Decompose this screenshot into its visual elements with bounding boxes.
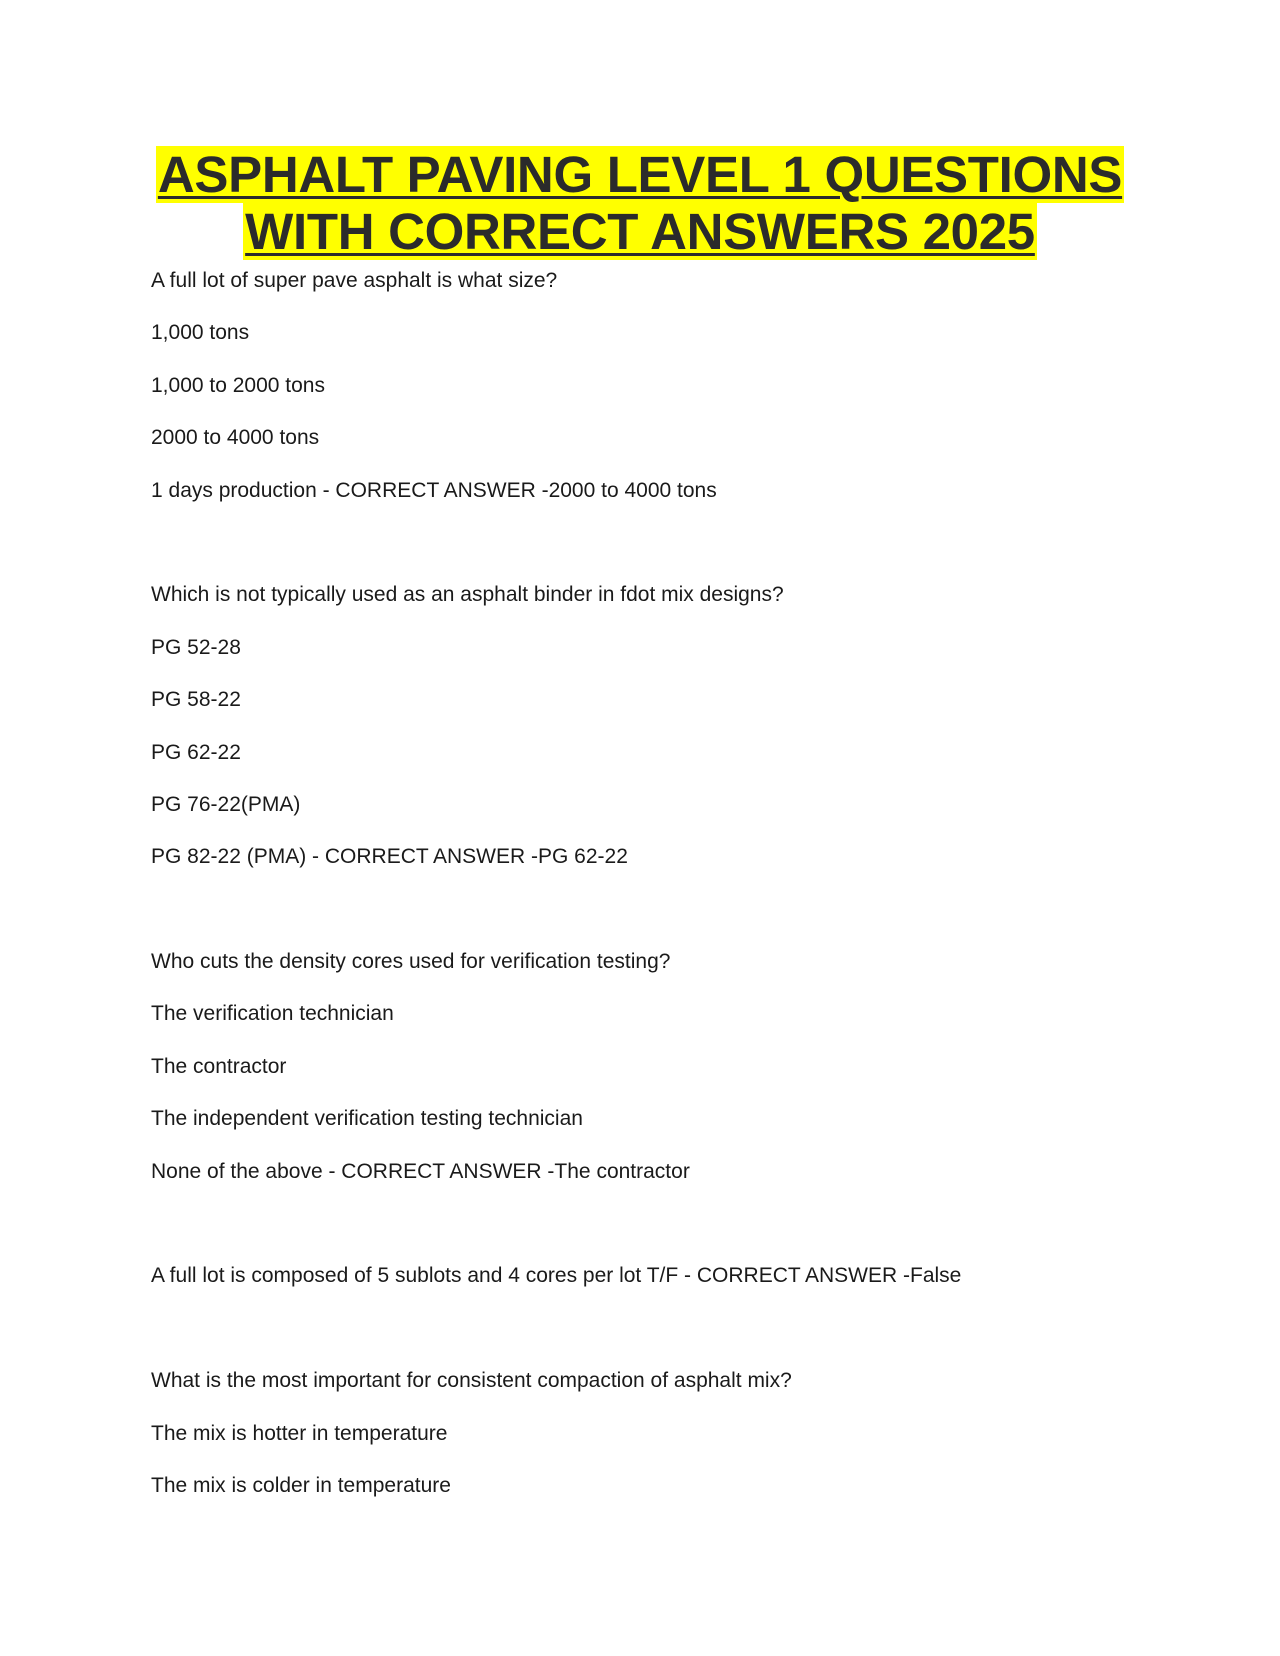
answer-option: The verification technician	[151, 1002, 394, 1026]
answer-option: 2000 to 4000 tons	[151, 426, 320, 450]
blank-line	[151, 528, 1151, 580]
title-line-2: WITH CORRECT ANSWERS 2025	[245, 203, 1035, 260]
answer-option: 1,000 tons	[151, 321, 250, 345]
question-3: Who cuts the density cores used for verification testing?	[151, 950, 671, 974]
answer-option: PG 62-22	[151, 740, 241, 764]
answer-option: PG 76-22(PMA)	[151, 792, 301, 816]
answer-option: 1,000 to 2000 tons	[151, 373, 325, 397]
answer-option-with-correct-answer: 1 days production - CORRECT ANSWER -2000 to 4000 tons	[151, 478, 717, 502]
answer-option: The mix is hotter in temperature	[151, 1421, 448, 1445]
answer-option: The independent verification testing technician	[151, 1107, 583, 1131]
question-2: Which is not typically used as an asphalt binder in fdot mix designs?	[151, 583, 784, 607]
question-1: A full lot of super pave asphalt is what size?	[151, 269, 558, 292]
document-body	[151, 266, 1151, 1523]
answer-option: The contractor	[151, 1054, 287, 1078]
answer-option-with-correct-answer: PG 82-22 (PMA) - CORRECT ANSWER -PG 62-22	[151, 845, 628, 869]
answer-option: The mix is colder in temperature	[151, 1473, 451, 1497]
document-title	[0, 146, 1280, 260]
blank-line	[151, 1209, 1151, 1261]
blank-line	[151, 1314, 1151, 1366]
title-line-1: ASPHALT PAVING LEVEL 1 QUESTIONS	[157, 146, 1123, 203]
answer-option-with-correct-answer: None of the above - CORRECT ANSWER -The contractor	[151, 1159, 690, 1183]
blank-line	[151, 895, 1151, 947]
question-4: A full lot is composed of 5 sublots and 4 cores per lot T/F - CORRECT ANSWER -False	[151, 1264, 962, 1288]
answer-option: PG 52-28	[151, 635, 241, 659]
answer-option: PG 58-22	[151, 688, 241, 712]
question-5: What is the most important for consistent compaction of asphalt mix?	[151, 1369, 792, 1393]
